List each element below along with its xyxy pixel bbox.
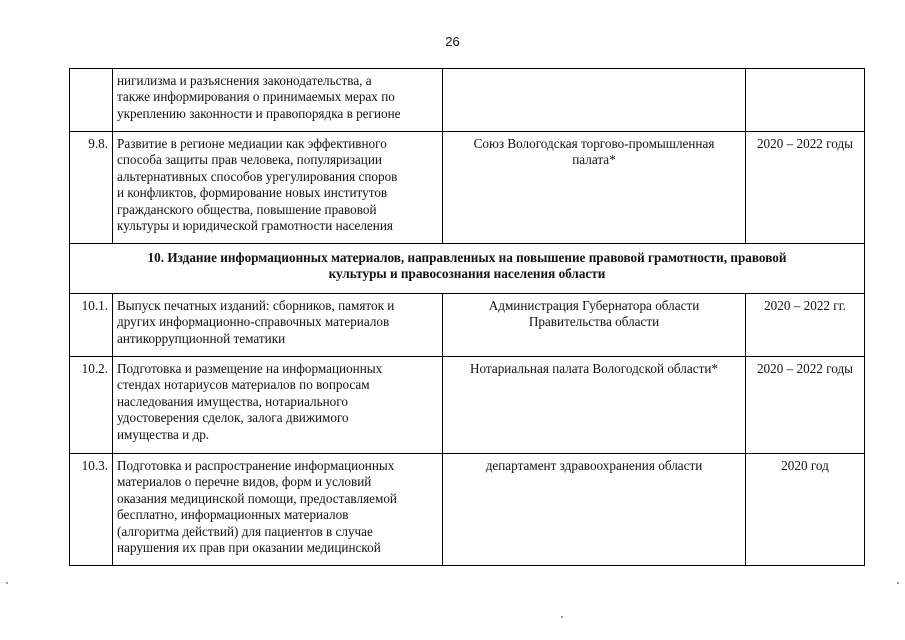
description-line: укреплению законности и правопорядка в регионе bbox=[117, 105, 401, 121]
description-line: антикоррупционной тематики bbox=[117, 330, 286, 346]
description-line: (алгоритма действий) для пациентов в случае bbox=[117, 523, 373, 539]
item-number bbox=[70, 69, 113, 132]
item-term: 2020 год bbox=[746, 454, 865, 566]
description-line: оказания медицинской помощи, предоставляемой bbox=[117, 490, 397, 506]
description-line: гражданского общества, повышение правовой bbox=[117, 201, 377, 217]
description-line: культуры и юридической грамотности населения bbox=[117, 218, 393, 234]
description-line: Выпуск печатных изданий: сборников, памяток и bbox=[117, 298, 395, 313]
description-line: Развитие в регионе медиации как эффективного bbox=[117, 136, 387, 151]
description-line: и конфликтов, формирование новых институтов bbox=[117, 185, 388, 201]
description-line: также информирования о принимаемых мерах по bbox=[117, 89, 395, 105]
item-description bbox=[113, 69, 443, 132]
scan-speck bbox=[897, 582, 899, 584]
table-row bbox=[70, 132, 865, 244]
responsible-line: Правительства области bbox=[528, 314, 660, 330]
item-responsible bbox=[443, 132, 746, 244]
table-row bbox=[70, 357, 865, 454]
table-row bbox=[70, 294, 865, 357]
item-description bbox=[113, 454, 443, 566]
section-title bbox=[70, 244, 865, 294]
description-line: альтернативных способов урегулирования споров bbox=[117, 168, 398, 184]
item-term: 2020 – 2022 годы bbox=[746, 357, 865, 454]
item-term: 2020 – 2022 гг. bbox=[746, 294, 865, 357]
description-line: бесплатно, информационных материалов bbox=[117, 507, 349, 523]
section-header-row bbox=[70, 244, 865, 294]
description-line: материалов о перечне видов, форм и условий bbox=[117, 474, 372, 490]
page-number: 26 bbox=[445, 34, 460, 49]
description-line: способа защиты прав человека, популяризации bbox=[117, 152, 382, 168]
item-number: 10.1. bbox=[70, 294, 113, 357]
responsible-line: Союз Вологодская торгово-промышленная bbox=[473, 136, 715, 151]
scan-speck bbox=[6, 582, 8, 584]
item-term: 2020 – 2022 годы bbox=[746, 132, 865, 244]
responsible-line: палата* bbox=[572, 152, 616, 168]
responsible-line: Нотариальная палата Вологодской области* bbox=[469, 361, 718, 376]
description-line: наследования имущества, нотариального bbox=[117, 393, 348, 409]
table-row bbox=[70, 454, 865, 566]
item-number: 10.3. bbox=[70, 454, 113, 566]
description-line: Подготовка и размещение на информационных bbox=[117, 361, 383, 376]
item-description bbox=[113, 294, 443, 357]
description-line: нигилизма и разъяснения законодательства, а bbox=[117, 73, 372, 88]
item-responsible bbox=[443, 357, 746, 454]
item-description bbox=[113, 132, 443, 244]
item-term bbox=[746, 69, 865, 132]
description-line: других информационно-справочных материалов bbox=[117, 314, 390, 330]
item-responsible bbox=[443, 69, 746, 132]
item-number: 10.2. bbox=[70, 357, 113, 454]
scan-speck bbox=[561, 616, 563, 618]
responsible-line: Администрация Губернатора области bbox=[488, 298, 700, 313]
description-line: удостоверения сделок, залога движимого bbox=[117, 410, 349, 426]
description-line: Подготовка и распространение информационных bbox=[117, 458, 395, 473]
measures-table bbox=[69, 68, 865, 566]
item-responsible bbox=[443, 294, 746, 357]
description-line: нарушения их прав при оказании медицинской bbox=[117, 540, 381, 556]
description-line: имущества и др. bbox=[117, 426, 210, 442]
description-line: стендах нотариусов материалов по вопросам bbox=[117, 377, 370, 393]
section-title-line: 10. Издание информационных материалов, направленных на повышение правовой грамотности, правовой bbox=[147, 250, 787, 265]
section-title-line: культуры и правосознания населения области bbox=[328, 266, 606, 282]
item-description bbox=[113, 357, 443, 454]
responsible-line: департамент здравоохранения области bbox=[485, 458, 703, 473]
table-row bbox=[70, 69, 865, 132]
item-responsible bbox=[443, 454, 746, 566]
item-number: 9.8. bbox=[70, 132, 113, 244]
